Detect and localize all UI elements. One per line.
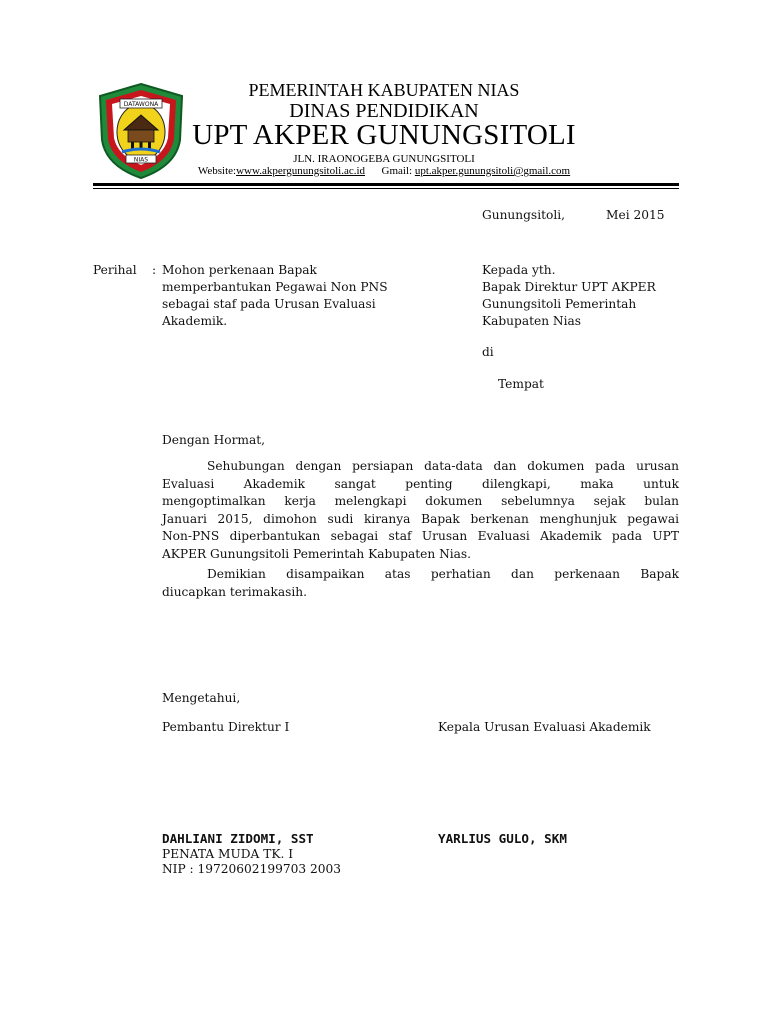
- letter-date: Mei 2015: [606, 208, 665, 222]
- letterhead-address: JLN. IRAONOGEBA GUNUNGSITOLI: [293, 153, 475, 165]
- subject-line: Akademik.: [162, 314, 228, 328]
- subject-colon: :: [152, 263, 157, 277]
- website-label: Website:: [197, 165, 237, 177]
- left-signatory-rank: PENATA MUDA TK. I: [162, 847, 294, 861]
- paragraph-line: Non-PNS diperbantukan sebagai staf Urusan Evaluasi Akademik pada UPT: [162, 529, 679, 544]
- paragraph-line: Demikian disampaikan atas perhatian dan perkenaan Bapak: [207, 567, 679, 581]
- body-paragraph-1: [162, 458, 679, 564]
- paragraph-line: Sehubungan dengan persiapan data-data dan dokumen pada urusan: [207, 459, 679, 473]
- paragraph-line: Januari 2015, dimohon sudi kiranya Bapak berkenan menghunjuk pegawai: [162, 511, 679, 526]
- letterhead-contact: [0, 165, 768, 177]
- website-link[interactable]: www.akpergunungsitoli.ac.id: [236, 165, 366, 177]
- paragraph-line: Evaluasi Akademik sangat penting dilengkapi, maka untuk: [162, 476, 679, 491]
- recipient-line: Gunungsitoli Pemerintah: [482, 297, 637, 311]
- left-signatory-nip: NIP : 19720602199703 2003: [162, 862, 341, 876]
- subject-line: sebagai staf pada Urusan Evaluasi: [162, 297, 376, 311]
- header-divider-thick: [93, 183, 679, 186]
- logo-bottom-text: NIAS: [133, 156, 149, 164]
- acknowledged-label: Mengetahui,: [162, 691, 241, 705]
- paragraph-line: diucapkan terimakasih.: [162, 584, 308, 599]
- subject-label: Perihal: [93, 263, 137, 277]
- greeting: Dengan Hormat,: [162, 433, 266, 447]
- paragraph-line: mengoptimalkan kerja melengkapi dokumen sebelumnya sejak bulan: [162, 494, 679, 509]
- recipient-tempat: Tempat: [498, 377, 544, 391]
- recipient-line: Bapak Direktur UPT AKPER: [482, 280, 656, 294]
- recipient-line: Kabupaten Nias: [482, 314, 582, 328]
- left-signatory-title: Pembantu Direktur I: [162, 720, 290, 734]
- gmail-label: Gmail:: [381, 165, 413, 177]
- subject-line: memperbantukan Pegawai Non PNS: [162, 280, 388, 294]
- right-signatory-title: Kepala Urusan Evaluasi Akademik: [438, 720, 651, 734]
- body-paragraph-2: [162, 566, 679, 601]
- letterhead-department: DINAS PENDIDIKAN: [289, 100, 479, 122]
- right-signatory-name: YARLIUS GULO, SKM: [438, 831, 567, 846]
- gmail-link[interactable]: upt.akper.gunungsitoli@gmail.com: [414, 165, 571, 177]
- paragraph-line: AKPER Gunungsitoli Pemerintah Kabupaten Nias.: [162, 546, 472, 561]
- recipient-line: Kepada yth.: [482, 263, 556, 277]
- subject-line: Mohon perkenaan Bapak: [162, 263, 317, 277]
- letterhead-institution: UPT AKPER GUNUNGSITOLI: [192, 119, 576, 151]
- letter-place: Gunungsitoli,: [482, 208, 565, 222]
- letterhead-government: PEMERINTAH KABUPATEN NIAS: [248, 80, 520, 100]
- recipient-di: di: [482, 345, 494, 359]
- logo-top-text: DATAWONA: [123, 101, 159, 108]
- header-divider-thin: [93, 188, 679, 189]
- left-signatory-name: DAHLIANI ZIDOMI, SST: [162, 831, 314, 846]
